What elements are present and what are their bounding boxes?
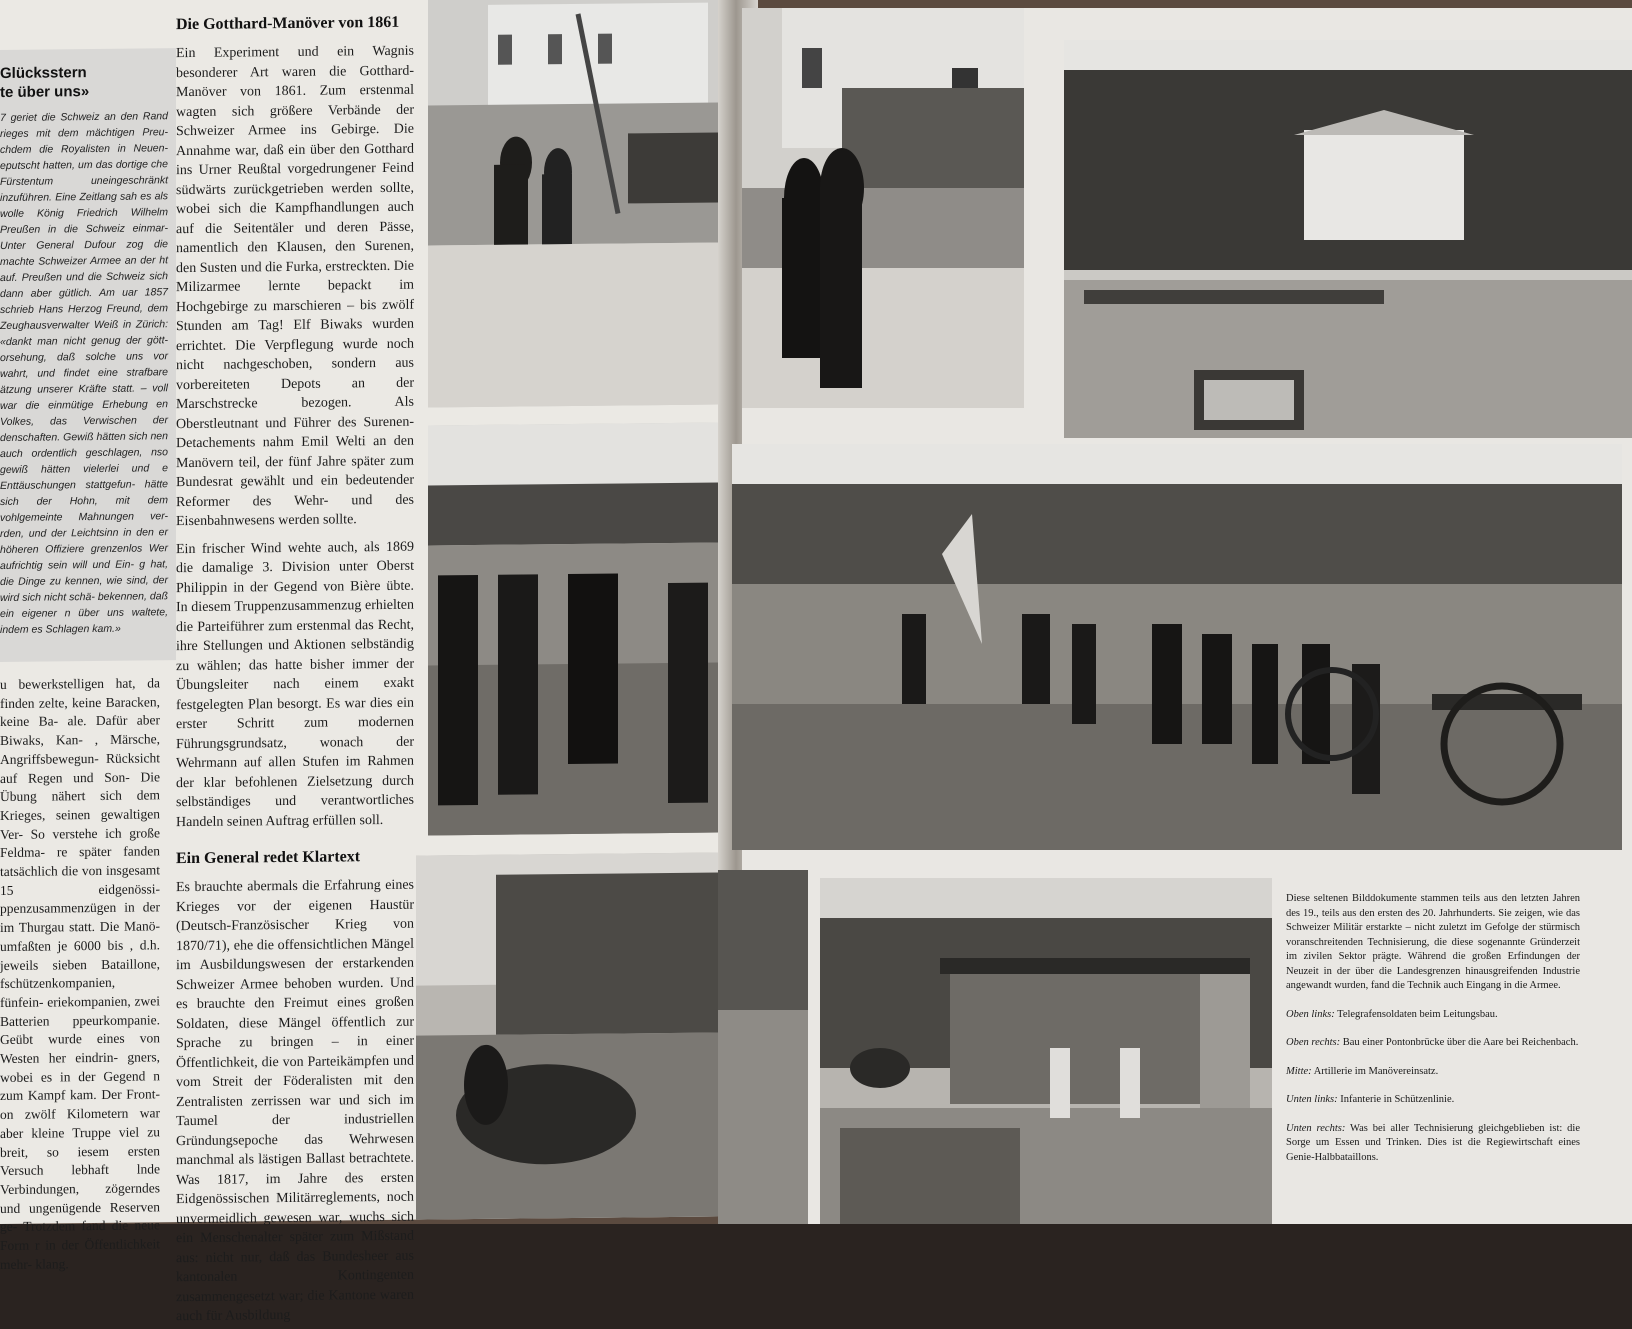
- caption-item: [1286, 1036, 1580, 1051]
- article-heading-gotthard: Die Gotthard-Manöver von 1861: [176, 13, 400, 34]
- photo-pontoon-bridge: [1064, 40, 1632, 438]
- sidebar-title: [0, 62, 176, 102]
- caption-label: Oben links:: [1286, 1008, 1335, 1020]
- sidebar-text: 7 geriet die Schweiz an den Rand rieges mit dem mächtigen Preu- chdem die Royalisten in Neuen- eputscht hatten, um das dortige che Fürstentum uneingeschränkt inzuführen. Eine Zeitlang sah es als wolle König Friedrich Wilhelm Preußen in die Schweiz einmar- Unter General Dufour zog die machte Schweizer Armee an der ht auf. Preußen und die Schweiz sich dann aber gütlich. Am uar 1857 schrieb Hans Herzog Freund, dem Zeughausverwalter Weiß in Zürich: «dankt man nicht genug der gött- orsehung, daß solche uns vor wahrt, und findet eine strafbare ätzung unserer Kräfte statt. – voll war die einmütige Erhebung en Volkes, das Verwischen der denschaften. Gewiß hätten sich nen auch ordentlich geschlagen, nso gewiß hätten vielerlei und e Enttäuschungen stattgefun- hätte sich der Hohn, mit dem vohlgemeinte Mahnungen ver- rden, und der Leichtsinn in den er höheren Offiziere grenzenlos Wer aufrichtig sein will und Ein- g hat, die Dinge zu kennen, wie sind, der wird sich nicht schä- bekennen, daß ein eigener n über uns waltete, indem es Schlagen kam.»: [0, 110, 168, 636]
- photo-captions: [1286, 892, 1580, 1179]
- photo-artillery-maneuver: [732, 444, 1622, 850]
- photo-field-kitchen: [820, 878, 1272, 1224]
- sidebar-title-line1: Glücksstern: [0, 64, 87, 82]
- article-heading-general: Ein General redet Klartext: [176, 848, 361, 868]
- photo-infantry-line: [416, 852, 718, 1219]
- caption-item: [1286, 1065, 1580, 1080]
- article-column: [176, 13, 414, 1325]
- caption-item: [1286, 1008, 1580, 1023]
- caption-text: Infanterie in Schützenlinie.: [1340, 1094, 1455, 1105]
- photo-officers-field: [428, 422, 718, 835]
- caption-text: Bau einer Pontonbrücke über die Aare bei Reichenbach.: [1342, 1037, 1579, 1048]
- left-column-text: u bewerkstelligen hat, da finden zelte, keine Baracken, keine Ba- ale. Dafür aber Biwaks, Kan- , Märsche, Angriffsbewegun- Rücksicht auf Regen und Son- Die Übung nähert sich dem Krieges, seinen gewaltigen Ver- So verstehe ich große Feldma- re später fanden tatsächlich die von insgesamt 15 eidgenössi- ppenzusammenzügen in der im Thurgau statt. Die Manö- umfaßten je 6000 bis , d.h. jeweils sieben Bataillone, fschützenkompanien, fünfein- eriekompanien, zwei Batterien ppeurkompanie. Geübt wurde eines von Westen her eindrin- gners, wobei es in der Gegend n zum Kampf kam. Der Front- on zwölf Kilometern war aber kleine Truppe viel zu breit, so iesem ersten Versuch lebhaft lnde Verbindungen, zögerndes und ungenügende Reserven ge- Trotzdem fand die neue Form r in der Öffentlichkeit mehr- klang.: [0, 675, 160, 1272]
- caption-text: Artillerie im Manövereinsatz.: [1313, 1065, 1439, 1077]
- caption-text: Telegrafensoldaten beim Leitungsbau.: [1337, 1008, 1498, 1020]
- article-paragraph: Ein Experiment und ein Wagnis besonderer Art waren die Gotthard-Manöver von 1861. Zum erstenmal wagten sich größere Verbände der Schweizer Armee ins Gebirge. Die Annahme war, daß ein über den Gotthard ins Urner Reußtal vorgedrungener Feind südwärts zurückgetrieben werden sollte, wobei sich die Kampfhandlungen auch auf die Seitentäler und deren Pässe, namentlich den Klausen, den Surenen, den Susten und die Furka, erstreckten. Die Milizarmee lernte bepackt im Hochgebirge zu marschieren – bis zwölf Stunden am Tag! Elf Biwaks wurden errichtet. Die Verpflegung wurde noch nicht nachgeschoben, sondern aus vorbereiteten Depots an der Marschstrecke bezogen. Als Oberstleutnant und Führer des Surenen-Detachements nahm Emil Welti an den Manövern teil, der fünf Jahre später zum Bundesrat gewählt und ein bedeutender Reformer des Wehr- und des Eisenbahnwesens werden sollte.: [176, 43, 414, 530]
- sidebar-title-line2: te über uns»: [0, 83, 90, 101]
- caption-label: Mitte:: [1286, 1065, 1312, 1077]
- caption-intro: Diese seltenen Bilddokumente stammen teils aus den letzten Jahren des 19., teils aus den ersten des 20. Jahrhunderts. Sie zeigen, wie das Schweizer Militär erstarkte – nicht zuletzt im Gefolge der stürmisch voranschreitenden Technisierung, die diese sogenannte Gründerzeit im zivilen Sektor prägte. Während die großen Erfindungen der Neuzeit in der über die Landesgrenzen hinausgreifenden Industrie angewandt wurden, fand die Technik auch Eingang in die Armee.: [1286, 893, 1580, 991]
- caption-label: Oben rechts:: [1286, 1037, 1341, 1048]
- caption-item: [1286, 1093, 1580, 1108]
- photo-soldiers-street: [742, 8, 1024, 408]
- caption-label: Unten rechts:: [1286, 1122, 1346, 1134]
- caption-item: [1286, 1122, 1580, 1166]
- left-page: [0, 0, 742, 1325]
- quote-sidebar: [0, 48, 176, 662]
- left-column-lower: [0, 674, 160, 1282]
- photo-infantry-line-continued: [718, 870, 808, 1224]
- article-paragraph: Es brauchte abermals die Erfahrung eines Krieges vor der eigenen Haustür (Deutsch-Französischer Krieg von 1870/71), ehe die offensichtlichen Mängel im Ausbildungswesen der erstarkenden Schweizer Armee behoben wurden. Und es brauchte den Freimut eines großen Soldaten, diese Mängel öffentlich zur Sprache zu bringen – in einer Öffentlichkeit, die von Parteikämpfen und vom Streit der Föderalisten mit den Zentralisten zerrissen war und sich im Taumel der industriellen Gründungsepoche das Wehrwesen manchmal als lästigen Ballast betrachtete. Was 1817, im Jahre des ersten Eidgenössischen Militärreglements, noch unvermeidlich gewesen war, wuchs sich ein Menschenalter später zum Mißstand aus: nicht nur, daß das Bundesheer aus kantonalen Kontingenten zusammengesetzt war; die Kantone waren auch für Ausbildung: [176, 877, 414, 1325]
- caption-label: Unten links:: [1286, 1094, 1338, 1105]
- photo-telegraph-soldiers: [428, 0, 718, 408]
- article-paragraph: Ein frischer Wind wehte auch, als 1869 die damalige 3. Division unter Oberst Philippin in der Gegend von Bière übte. In diesem Truppenzusammenzug erhielten die Parteiführer zum erstenmal das Recht, ihre Stellungen und Aktionen selbständig zu wählen; das hatte bisher immer der Übungsleiter nach einem exakt festgelegten Plan besorgt. Es war dies ein erster Schritt zum modernen Führungsgrundsatz, wonach der Wehrmann auf allen Stufen im Rahmen der klar befohlenen Zielsetzung durch selbständiges und verantwortliches Handeln seinen Auftrag erfüllen soll.: [176, 539, 414, 830]
- caption-text: Was bei aller Technisierung gleichgeblieben ist: die Sorge um Essen und Trinken. Dies ist die Regiewirtschaft eines Genie-Halbbataillons.: [1286, 1122, 1580, 1163]
